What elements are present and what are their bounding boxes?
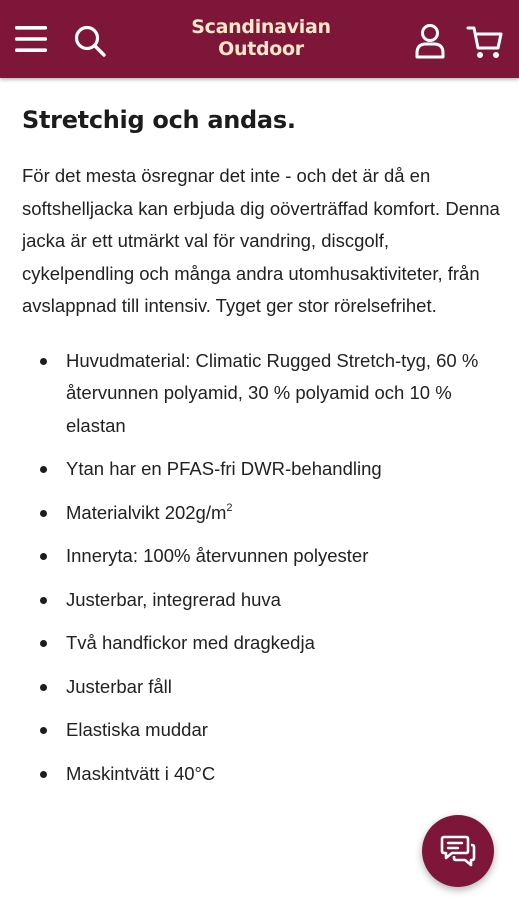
chat-icon [440,834,476,868]
brand-line-2: Outdoor [218,38,304,60]
search-icon[interactable] [73,24,107,63]
feature-item: Inneryta: 100% återvunnen polyester [22,540,502,573]
feature-item: Huvudmaterial: Climatic Rugged Stretch-tyg, 60 % återvunnen polyamid, 30 % polyamid och 10 % elastan [22,345,502,443]
feature-item: Elastiska muddar [22,714,502,747]
menu-icon[interactable] [14,23,48,60]
feature-item: Justerbar fåll [22,671,502,704]
feature-list [22,345,502,791]
feature-item [22,497,502,530]
product-description: För det mesta ösregnar det inte - och det är då en softshelljacka kan erbjuda dig oöverträffad komfort. Denna jacka är ett utmärkt val för vandring, discgolf, cykelpendling och många andra utomhusaktiviteter, från avslappnad till intensiv. Tyget ger stor rörelsefrihet. [22,165,500,316]
feature-item: Ytan har en PFAS-fri DWR-behandling [22,453,502,486]
product-details [22,102,502,801]
feature-text: Materialvikt 202g/m [66,501,227,523]
feature-item: Två handfickor med dragkedja [22,627,502,660]
chat-button[interactable] [422,815,494,887]
superscript-2: 2 [226,501,233,514]
cart-icon[interactable] [466,24,504,65]
user-icon[interactable] [414,23,446,64]
feature-item: Maskintvätt i 40°C [22,758,502,791]
section-heading: Stretchig och andas. [22,106,296,134]
brand-logo[interactable] [178,16,344,60]
brand-line-1: Scandinavian [191,16,331,38]
top-navigation-bar [0,0,519,78]
feature-item: Justerbar, integrerad huva [22,584,502,617]
